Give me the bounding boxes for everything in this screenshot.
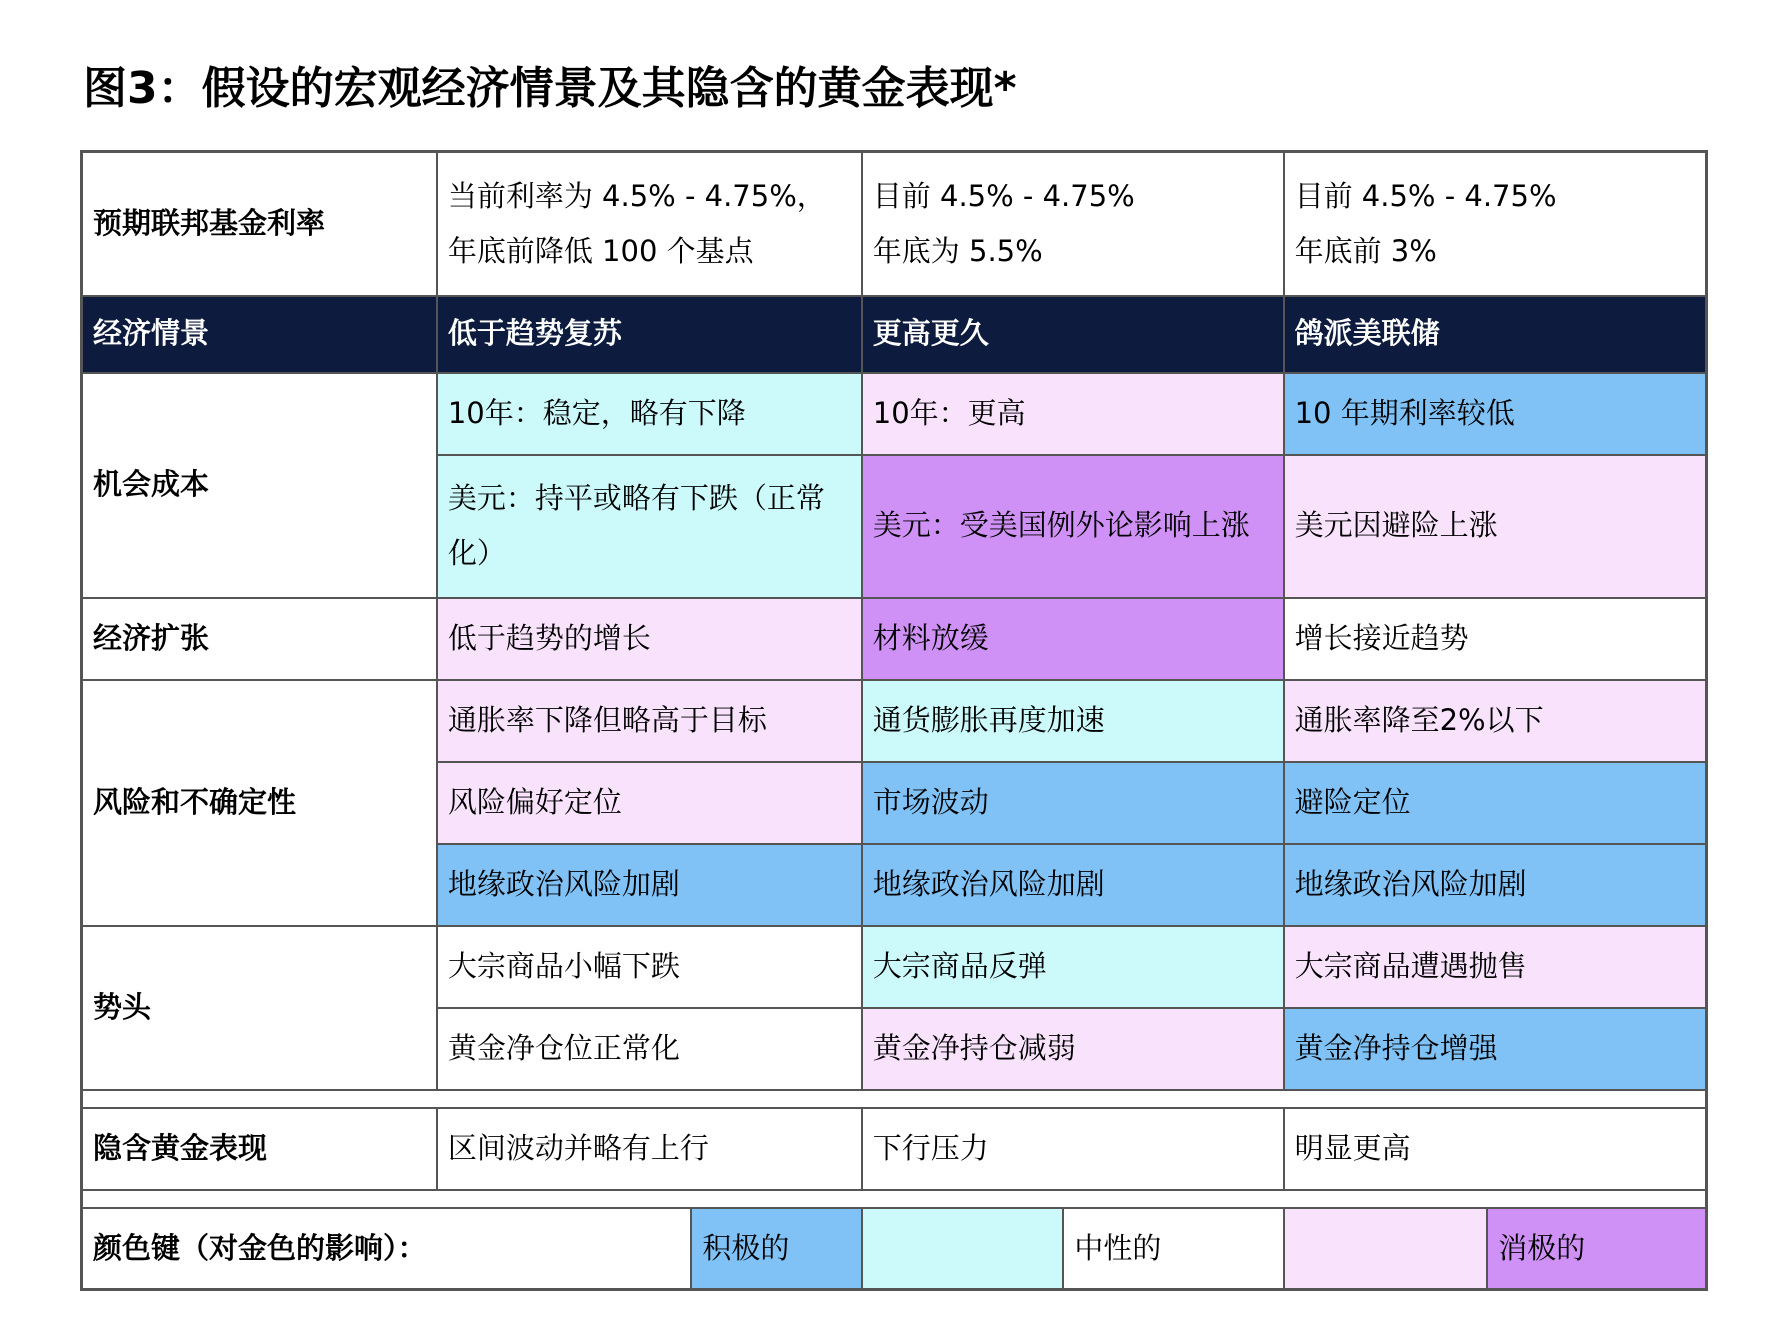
table-row [82, 926, 1707, 1008]
spacer-cell [82, 1090, 1707, 1108]
legend-negative: 消极的 [1487, 1208, 1706, 1290]
table-cell: 大宗商品小幅下跌 [437, 926, 862, 1008]
legend-row [82, 1208, 1707, 1290]
scenario-header-3: 鸽派美联储 [1284, 296, 1707, 373]
table-row [82, 1108, 1707, 1190]
scenario-header-2: 更高更久 [862, 296, 1284, 373]
spacer-row [82, 1090, 1707, 1108]
table-cell: 区间波动并略有上行 [437, 1108, 862, 1190]
table-cell: 大宗商品反弹 [862, 926, 1284, 1008]
page-title: 图3：假设的宏观经济情景及其隐含的黄金表现* [83, 63, 1017, 114]
table-cell: 明显更高 [1284, 1108, 1707, 1190]
momentum-label: 势头 [82, 926, 437, 1090]
scenario-header-row [82, 296, 1707, 373]
opportunity-cost-label: 机会成本 [82, 373, 437, 598]
risk-label: 风险和不确定性 [82, 680, 437, 926]
table-cell: 地缘政治风险加剧 [1284, 844, 1707, 926]
table-cell: 10年：更高 [862, 373, 1284, 455]
table-cell: 10年：稳定，略有下降 [437, 373, 862, 455]
table-cell: 通货膨胀再度加速 [862, 680, 1284, 762]
scenario-table [80, 150, 1708, 1291]
table-cell: 通胀率下降但略高于目标 [437, 680, 862, 762]
fed-rate-scenario-2: 目前 4.5% - 4.75% 年底为 5.5% [862, 152, 1284, 296]
table-cell: 美元：持平或略有下跌（正常化） [437, 455, 862, 598]
legend-positive: 积极的 [691, 1208, 861, 1290]
legend-label: 颜色键（对金色的影响）： [82, 1208, 692, 1290]
table-cell: 下行压力 [862, 1108, 1284, 1190]
table-cell: 低于趋势的增长 [437, 598, 862, 680]
table-cell: 黄金净仓位正常化 [437, 1008, 862, 1090]
table-cell: 美元因避险上涨 [1284, 455, 1707, 598]
spacer-row [82, 1190, 1707, 1208]
scenario-header-1: 低于趋势复苏 [437, 296, 862, 373]
table-row [82, 680, 1707, 762]
table-row [82, 373, 1707, 455]
table-cell: 风险偏好定位 [437, 762, 862, 844]
table-cell: 增长接近趋势 [1284, 598, 1707, 680]
table-cell: 黄金净持仓增强 [1284, 1008, 1707, 1090]
table-cell: 大宗商品遭遇抛售 [1284, 926, 1707, 1008]
table-cell: 地缘政治风险加剧 [437, 844, 862, 926]
legend-negative-light-swatch [1284, 1208, 1488, 1290]
table-cell: 10 年期利率较低 [1284, 373, 1707, 455]
fed-rate-scenario-1: 当前利率为 4.5% - 4.75%， 年底前降低 100 个基点 [437, 152, 862, 296]
scenario-label: 经济情景 [82, 296, 437, 373]
spacer-cell [82, 1190, 1707, 1208]
expansion-label: 经济扩张 [82, 598, 437, 680]
table-cell: 市场波动 [862, 762, 1284, 844]
fed-rate-scenario-3: 目前 4.5% - 4.75% 年底前 3% [1284, 152, 1707, 296]
table-cell: 避险定位 [1284, 762, 1707, 844]
legend-neutral-swatch [862, 1208, 1064, 1290]
implied-label: 隐含黄金表现 [82, 1108, 437, 1190]
fed-rate-row [82, 152, 1707, 296]
legend-neutral: 中性的 [1063, 1208, 1283, 1290]
table-cell: 地缘政治风险加剧 [862, 844, 1284, 926]
table-row [82, 598, 1707, 680]
fed-rate-label: 预期联邦基金利率 [82, 152, 437, 296]
table-cell: 材料放缓 [862, 598, 1284, 680]
table-cell: 通胀率降至2%以下 [1284, 680, 1707, 762]
table-cell: 美元：受美国例外论影响上涨 [862, 455, 1284, 598]
table-cell: 黄金净持仓减弱 [862, 1008, 1284, 1090]
